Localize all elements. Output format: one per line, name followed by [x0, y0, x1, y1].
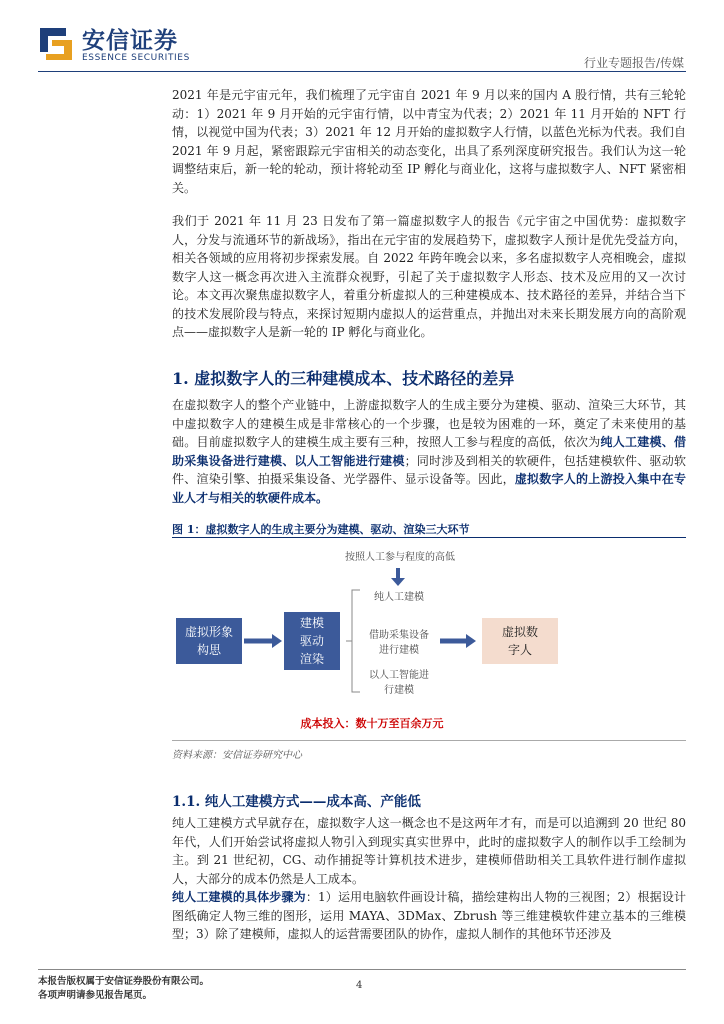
highlight-upstream-cost: 虚拟数字人的上游投入集中在专业人才与相关的软硬件成本。 — [172, 472, 686, 505]
cost-label: 成本投入：数十万至百余万元 — [300, 717, 444, 730]
figure-1-title-wrap — [172, 521, 686, 537]
logo-icon — [38, 26, 74, 62]
diagram-top-note: 按照人工参与程度的高低 — [345, 552, 455, 563]
page-number: 4 — [356, 980, 363, 991]
option-ai-modeling: 以人工智能进行建模 — [369, 670, 429, 696]
section-1-1-heading-wrap — [172, 790, 686, 810]
box-virtual-human: 虚拟数字人 — [482, 618, 558, 664]
option-manual-modeling: 纯人工建模 — [374, 592, 424, 603]
header-divider — [38, 71, 686, 72]
footer-divider — [38, 969, 686, 970]
option-device-capture-modeling: 借助采集设备进行建模 — [369, 630, 429, 656]
section-1-1-paragraph-1: 纯人工建模方式早就存在，虚拟数字人这一概念也不是这两年才有，而是可以追溯到 20 世纪 80 年代，人们开始尝试将虚拟人物引入到现实真实世界中，此时的虚拟数字人的制作以手工绘制为主。到 21 世纪初，CG、动作捕捉等计算机技术进步，建模师借助相关工具软件进行制作虚拟人，大部分的成本仍然是人工成本。 — [172, 816, 686, 886]
figure-1-top-rule — [172, 537, 686, 538]
figure-1-diagram — [172, 540, 686, 740]
right-arrow-icon-2 — [466, 634, 476, 648]
footer-statement: 各项声明请参见报告尾页。 — [38, 990, 153, 1001]
highlight-manual-steps: 纯人工建模的具体步骤为 — [172, 890, 306, 904]
right-arrow-icon — [272, 634, 282, 648]
highlight-modeling-types: 纯人工建模、借助采集设备进行建模、以人工智能进行建模 — [172, 435, 686, 468]
box-avatar-concept: 虚拟形象构思 — [176, 618, 242, 664]
section-1-1-paragraph-2: 纯人工建模的具体步骤为：1）运用电脑软件画设计稿，描绘建构出人物的三视图；2）根据设计图纸确定人物三维的图形，运用 MAYA、3DMax、Zbrush 等三维建模软件建立基本的三维模型；3）除了建模师，虚拟人的运营需要团队的协作，虚拟人制作的其他环节还涉及 — [172, 890, 686, 941]
footer-copyright: 本报告版权属于安信证券股份有限公司。 — [38, 976, 210, 987]
logo-text-en: ESSENCE SECURITIES — [82, 53, 190, 63]
intro-paragraph-1: 2021 年是元宇宙元年，我们梳理了元宇宙自 2021 年 9 月以来的国内 A 股行情，共有三轮轮动：1）2021 年 9 月开始的元宇宙行情，以中青宝为代表；2）2021 年 11 月开始的 NFT 行情，以视觉中国为代表；3）2021 年 12 月开始的虚拟数字人行情，以蓝色光标为代表。我们自 2021 年 9 月起，紧密跟踪元宇宙相关的动态变化，出具了系列深度研究报告。我们认为这一轮调整结束后，新一轮的轮动，预计将轮动至 IP 孵化与商业化，这将与虚拟数字人、NFT 紧密相关。 — [172, 88, 686, 195]
section-1-heading: 1. 虚拟数字人的三种建模成本、技术路径的差异 — [172, 369, 515, 388]
figure-1-bottom-rule — [172, 740, 686, 741]
figure-1-title: 图 1：虚拟数字人的生成主要分为建模、驱动、渲染三大环节 — [172, 523, 470, 536]
figure-1-source-wrap — [172, 746, 686, 761]
section-1-paragraph: 在虚拟数字人的整个产业链中，上游虚拟数字人的生成主要分为建模、驱动、渲染三大环节，其中虚拟数字人的建模生成是非常核心的一个步骤，也是较为困难的一环，奠定了未来使用的基础。目前虚拟数字人的建模生成主要有三种，按照人工参与程度的高低，依次为纯人工建模、借助采集设备进行建模、以人工智能进行建模；同时涉及到相关的软硬件，包括建模软件、驱动软件、渲染引擎、拍摄采集设备、光学器件、显示设备等。因此，虚拟数字人的上游投入集中在专业人才与相关的软硬件成本。 — [172, 398, 686, 505]
logo-text-cn: 安信证券 — [82, 28, 178, 54]
section-1-heading-wrap — [172, 366, 686, 389]
footer-disclaimer — [38, 975, 209, 1003]
figure-1-source: 资料来源：安信证券研究中心 — [172, 750, 302, 761]
box-modeling-driving-rendering: 建模驱动渲染 — [284, 612, 340, 670]
intro-paragraph-2: 我们于 2021 年 11 月 23 日发布了第一篇虚拟数字人的报告《元宇宙之中国优势：虚拟数字人，分发与流通环节的新战场》，指出在元宇宙的发展趋势下，虚拟数字人预计是优先受益方向，相关各领域的应用将初步探索发展。自 2022 年跨年晚会以来，多名虚拟数字人亮相晚会，虚拟数字人这一概念再次进入主流群众视野，引起了关于虚拟数字人形态、技术及应用的又一次讨论。本文再次聚焦虚拟数字人，着重分析虚拟人的三种建模成本、技术路径的差异，并结合当下的技术发展阶段与特点，来探讨短期内虚拟人的运营重点，并抛出对未来长期发展方向的高阶观点——虚拟数字人是新一轮的 IP 孵化与商业化。 — [172, 214, 686, 339]
company-logo — [38, 22, 198, 66]
report-type: 行业专题报告/传媒 — [583, 56, 684, 70]
section-1-1-heading: 1.1. 纯人工建模方式——成本高、产能低 — [172, 794, 421, 810]
